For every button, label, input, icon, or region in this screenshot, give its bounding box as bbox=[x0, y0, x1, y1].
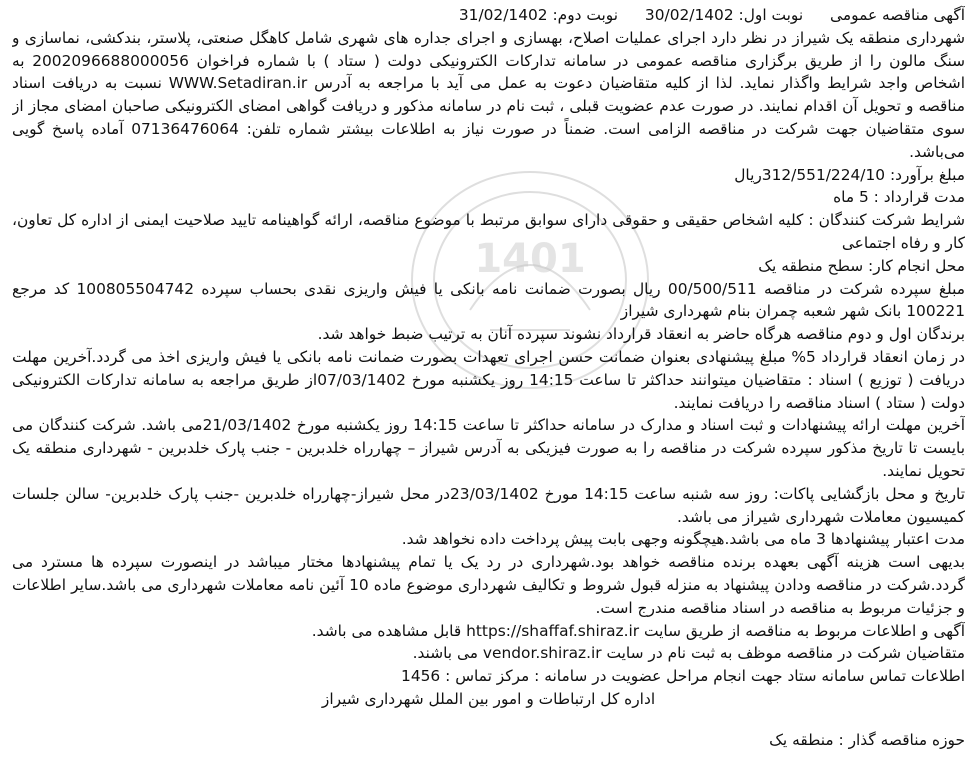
work-location: محل انجام کار: سطح منطقه یک bbox=[758, 256, 965, 275]
notice-title: آگهی مناقصه عمومی bbox=[830, 6, 965, 24]
first-round-date: نوبت اول: 30/02/1402 bbox=[644, 6, 804, 24]
issuer-signature: اداره کل ارتباطات و امور بین الملل شهرداری شیراز bbox=[321, 689, 656, 708]
submission-deadline: آخرین مهلت ارائه پیشنهادات و ثبت اسناد و مدارک در سامانه حداکثر تا ساعت 14:15 روز یکشنبه مورخ 21/03/1402می باشد. شرکت کنندگان می بایست تا تاریخ مذکور سپرده شرکت در مناقصه را به صورت فیزیکی به آدرس شیراز – چهارراه خلدبرین - جنب پارک خلدبرین - شهرداری منطقه یک تحویل نمایند. bbox=[12, 416, 965, 480]
opening-date-place: تاریخ و محل بازگشایی پاکات: روز سه شنبه ساعت 14:15 مورخ 23/03/1402در محل شیراز-چهارراه خلدبرین -جنب پارک خلدبرین- سالن جلسات کمیسیون معاملات شهرداری شیراز می باشد. bbox=[12, 484, 965, 526]
tender-notice bbox=[12, 4, 965, 778]
deposit-amount: مبلغ سپرده شرکت در مناقصه 00/500/511 ریال بصورت ضمانت نامه بانکی یا فیش واریزی نقدی بحساب سپرده 100805504742 کد مرجع 100221 بانک شهر شعبه چمران بنام شهرداری شیراز bbox=[12, 279, 965, 321]
performance-guarantee: در زمان انعقاد قرارداد 5% مبلغ پیشنهادی بعنوان ضمانت حسن اجرای تعهدات بصورت ضمانت نامه بانکی یا فیش واریزی اخذ می گردد.آخرین مهلت دریافت ( توزیع ) اسناد : متقاضیان میتوانند حداکثر تا ساعت 14:15 روز یکشنبه مورخ 07/03/1402از طریق مراجعه به سامانه تدارکات الکترونیکی دولت ( ستاد ) اسناد مناقصه را دریافت نمایند. bbox=[12, 347, 965, 412]
svg-text:1401: 1401 bbox=[474, 236, 586, 282]
tender-authority: حوزه مناقصه گذار : منطقه یک bbox=[769, 730, 965, 749]
participant-conditions: شرایط شرکت کنندگان : کلیه اشخاص حقیقی و حقوقی دارای سوابق مرتبط با موضوع مناقصه، ارائه گواهینامه تایید صلاحیت ایمنی از اداره کل تعاون، کار و رفاه اجتماعی bbox=[12, 211, 965, 252]
contact-info: اطلاعات تماس سامانه ستاد جهت انجام مراحل عضویت در سامانه : مرکز تماس : 1456 bbox=[401, 667, 965, 686]
intro-paragraph: شهرداری منطقه یک شیراز در نظر دارد اجرای عملیات اصلاح، بهسازی و اجرای جداره های شهری شامل کاهگل صنعتی، پلاستر، بندکشی، نماسازی و سنگ مالون را از طریق برگزاری مناقصه عمومی در سامانه تدارکات الکترونیکی دولت ( ستاد ) با شماره فراخوان 2002096688000056 به اشخاص واجد شرایط واگذار نماید. لذا از کلیه متقاضیان دعوت به عمل می آید با مراجعه به آدرس WWW.Setadiran.ir نسبت به دریافت اسناد مناقصه و تحویل آن اقدام نمایند. در صورت عدم عضویت قبلی ، ثبت نام در سامانه مذکور و دریافت گواهی امضای الکترونیکی صاحبان امضای مجاز از سوی متقاضیان جهت شرکت در مناقصه الزامی است. ضمناً در صورت نیاز به اطلاعات بیشتر شماره تلفن: 07136476064 آماده پاسخ گویی می‌باشد. bbox=[12, 28, 965, 161]
contract-duration: مدت قرارداد : 5 ماه bbox=[833, 188, 965, 207]
notice-header bbox=[12, 4, 965, 27]
validity-period: مدت اعتبار پیشنهادها 3 ماه می باشد.هیچگونه وجهی بابت پیش پرداخت داده نخواهد شد. bbox=[401, 530, 965, 549]
general-terms: بدیهی است هزینه آگهی بعهده برنده مناقصه خواهد بود.شهرداری در رد یک یا تمام پیشنهادها مختار میباشد در اینصورت سپرده ها مسترد می گردد.شرکت در مناقصه ودادن پیشنهاد به منزله قبول شروط و تکالیف شهرداری موضوع ماده 10 آئین نامه معاملات شهرداری می باشد.سایر اطلاعات و جزئیات مربوط به مناقصه در اسناد مناقصه مندرج است. bbox=[12, 553, 965, 617]
info-website: آگهی و اطلاعات مربوط به مناقصه از طریق سایت https://shaffaf.shiraz.ir قابل مشاهده می باشد. bbox=[311, 621, 965, 640]
second-round-date: نوبت دوم: 31/02/1402 bbox=[458, 6, 619, 24]
vendor-registration: متقاضیان شرکت در مناقصه موظف به ثبت نام در سایت vendor.shiraz.ir می باشند. bbox=[412, 644, 965, 663]
winners-deposit-note: برندگان اول و دوم مناقصه هرگاه حاضر به انعقاد قرارداد نشوند سپرده آنان به ترتیب ضبط خواهد شد. bbox=[317, 325, 965, 344]
estimated-amount: مبلغ برآورد: 312/551/224/10ریال bbox=[734, 165, 965, 184]
